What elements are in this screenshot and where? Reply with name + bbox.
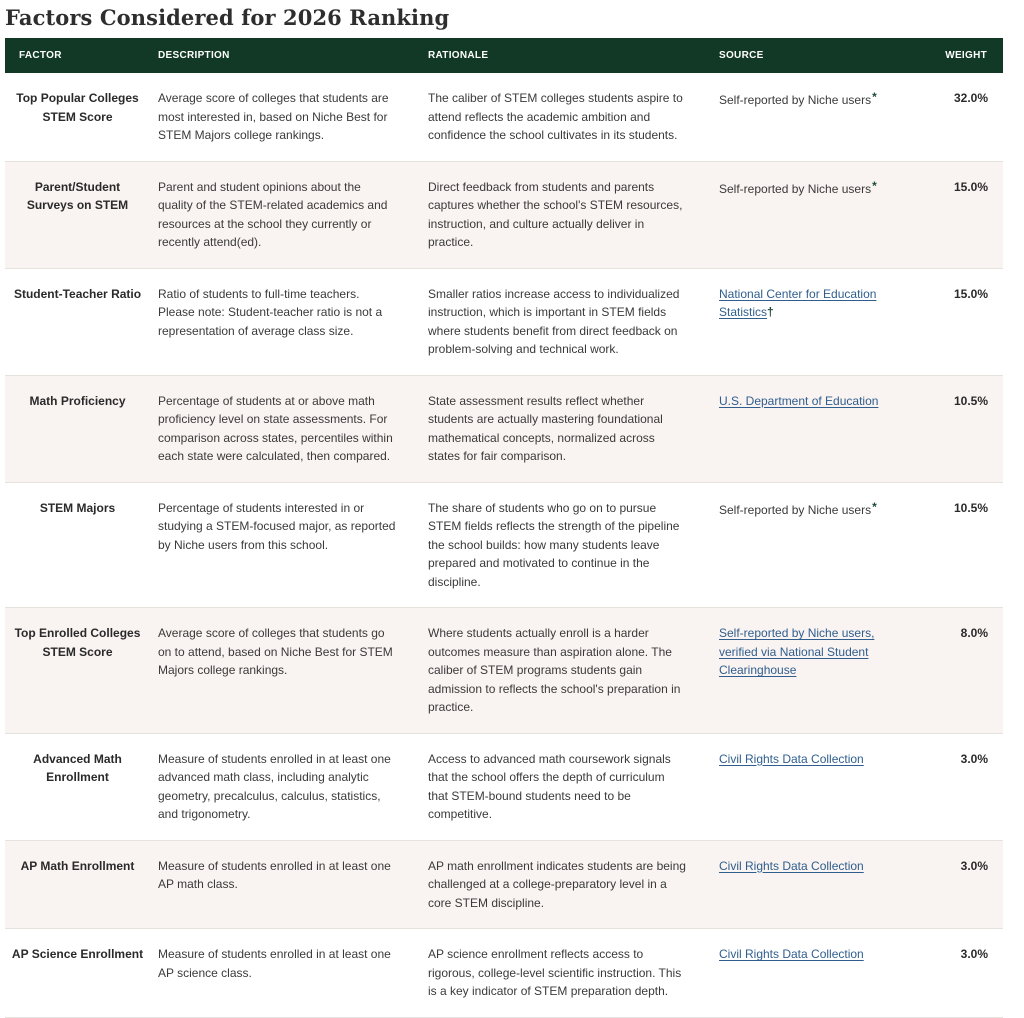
rationale-cell: State assessment results reflect whether students are actually mastering foundational mathematical concepts, normalized across states for fair comparison. xyxy=(428,393,663,463)
weight-cell: 10.5% xyxy=(953,500,988,515)
header-source: SOURCE xyxy=(719,50,764,61)
source-cell xyxy=(711,268,926,375)
description-cell: Measure of students enrolled in at least one AP science class. xyxy=(158,947,391,980)
header-weight: WEIGHT xyxy=(945,50,987,61)
table-row xyxy=(5,268,1003,375)
source-cell xyxy=(711,73,926,161)
weight-cell: 3.0% xyxy=(960,751,988,766)
header-factor: FACTOR xyxy=(19,50,62,61)
factor-cell: Advanced Math Enrollment xyxy=(33,751,122,784)
weight-cell: 8.0% xyxy=(960,626,988,640)
source-cell xyxy=(711,840,926,929)
header-description: DESCRIPTION xyxy=(158,50,230,61)
factor-cell: Math Proficiency xyxy=(29,393,126,408)
rationale-cell: The caliber of STEM colleges students aspire to attend reflects the academic ambition and confidence the school cultivates in its students. xyxy=(428,91,683,142)
description-cell: Measure of students enrolled in at least one AP math class. xyxy=(158,858,391,891)
table-row xyxy=(5,608,1003,734)
factor-cell: Student-Teacher Ratio xyxy=(13,286,142,301)
source-link[interactable]: Civil Rights Data Collection xyxy=(719,751,864,766)
footnote-marker[interactable]: * xyxy=(872,499,877,514)
source-cell xyxy=(711,733,926,840)
table-row xyxy=(5,375,1003,482)
table-row xyxy=(5,840,1003,929)
weight-cell: 15.0% xyxy=(953,179,988,194)
source-text: Self-reported by Niche users xyxy=(719,181,872,196)
source-link[interactable]: Civil Rights Data Collection xyxy=(719,947,864,961)
rationale-cell: Access to advanced math coursework signals that the school offers the depth of curriculum that STEM-bound students need to be competitive. xyxy=(428,751,671,821)
source-cell xyxy=(711,161,926,268)
source-link[interactable]: National Center for Education Statistics xyxy=(719,286,877,319)
source-link[interactable]: Civil Rights Data Collection xyxy=(719,858,864,873)
description-cell: Percentage of students interested in or studying a STEM-focused major, as reported by Niche users from this school. xyxy=(158,500,396,552)
factor-cell: STEM Majors xyxy=(39,500,116,515)
rationale-cell: AP math enrollment indicates students are being challenged at a college-preparatory level in a core STEM discipline. xyxy=(428,858,686,910)
weight-cell: 3.0% xyxy=(960,947,988,961)
header-rationale: RATIONALE xyxy=(428,50,489,61)
table-row xyxy=(5,929,1003,1018)
description-cell: Measure of students enrolled in at least one advanced math class, including analytic geometry, precalculus, calculus, statistics, and trigonometry. xyxy=(158,751,391,821)
table-row xyxy=(5,733,1003,840)
table-row xyxy=(5,73,1003,161)
footnote-marker[interactable]: * xyxy=(872,178,877,193)
source-text: Self-reported by Niche users xyxy=(719,502,872,517)
weight-cell: 15.0% xyxy=(953,286,988,301)
page-title: Factors Considered for 2026 Ranking xyxy=(5,5,450,30)
table-row xyxy=(5,161,1003,268)
footnote-marker[interactable]: † xyxy=(767,305,774,319)
source-link[interactable]: U.S. Department of Education xyxy=(719,393,879,408)
rationale-cell: The share of students who go on to pursue STEM fields reflects the strength of the pipeline the school builds: how many students leave prepared and motivated to continue in the discipline. xyxy=(428,500,680,589)
factor-cell: Top Popular Colleges STEM Score xyxy=(16,91,139,124)
rationale-cell: Smaller ratios increase access to individualized instruction, which is important in STEM fields where students benefit from direct feedback on problem-solving and technical work. xyxy=(428,286,680,356)
source-text: Self-reported by Niche users xyxy=(719,93,872,107)
description-cell: Percentage of students at or above math proficiency level on state assessments. For comparison across states, percentiles within each state were calculated, then compared. xyxy=(158,393,393,463)
weight-cell: 3.0% xyxy=(960,858,988,873)
table-row xyxy=(5,482,1003,608)
weight-cell: 10.5% xyxy=(953,393,988,408)
source-cell xyxy=(711,482,926,608)
ranking-factors-table xyxy=(5,38,1003,1018)
footnote-marker[interactable]: * xyxy=(872,90,877,104)
description-cell: Average score of colleges that students go on to attend, based on Niche Best for STEM Majors college rankings. xyxy=(158,626,393,677)
weight-cell: 32.0% xyxy=(953,91,988,105)
factor-cell: AP Math Enrollment xyxy=(20,858,135,873)
description-cell: Average score of colleges that students are most interested in, based on Niche Best for STEM Majors college rankings. xyxy=(158,91,389,142)
factor-cell: Top Enrolled Colleges STEM Score xyxy=(14,626,141,659)
table-header-row xyxy=(5,38,1003,73)
factor-cell: AP Science Enrollment xyxy=(11,947,144,961)
description-cell: Parent and student opinions about the quality of the STEM-related academics and resources at the school they currently or recently attend(ed). xyxy=(158,179,388,249)
rationale-cell: Direct feedback from students and parents captures whether the school's STEM resources, instruction, and culture actually deliver in practice. xyxy=(428,179,683,249)
source-cell xyxy=(711,929,926,1018)
description-cell: Ratio of students to full-time teachers. Please note: Student-teacher ratio is not a representation of average class size. xyxy=(158,286,383,338)
factor-cell: Parent/Student Surveys on STEM xyxy=(26,179,129,212)
source-link[interactable]: Self-reported by Niche users, verified via National Student Clearinghouse xyxy=(719,626,875,677)
source-cell xyxy=(711,375,926,482)
rationale-cell: AP science enrollment reflects access to rigorous, college-level scientific instruction. This is a key indicator of STEM preparation depth. xyxy=(428,947,682,998)
source-cell xyxy=(711,608,926,734)
rationale-cell: Where students actually enroll is a harder outcomes measure than aspiration alone. The caliber of STEM programs students gain admission to reflects the school's preparation in practice. xyxy=(428,626,681,714)
